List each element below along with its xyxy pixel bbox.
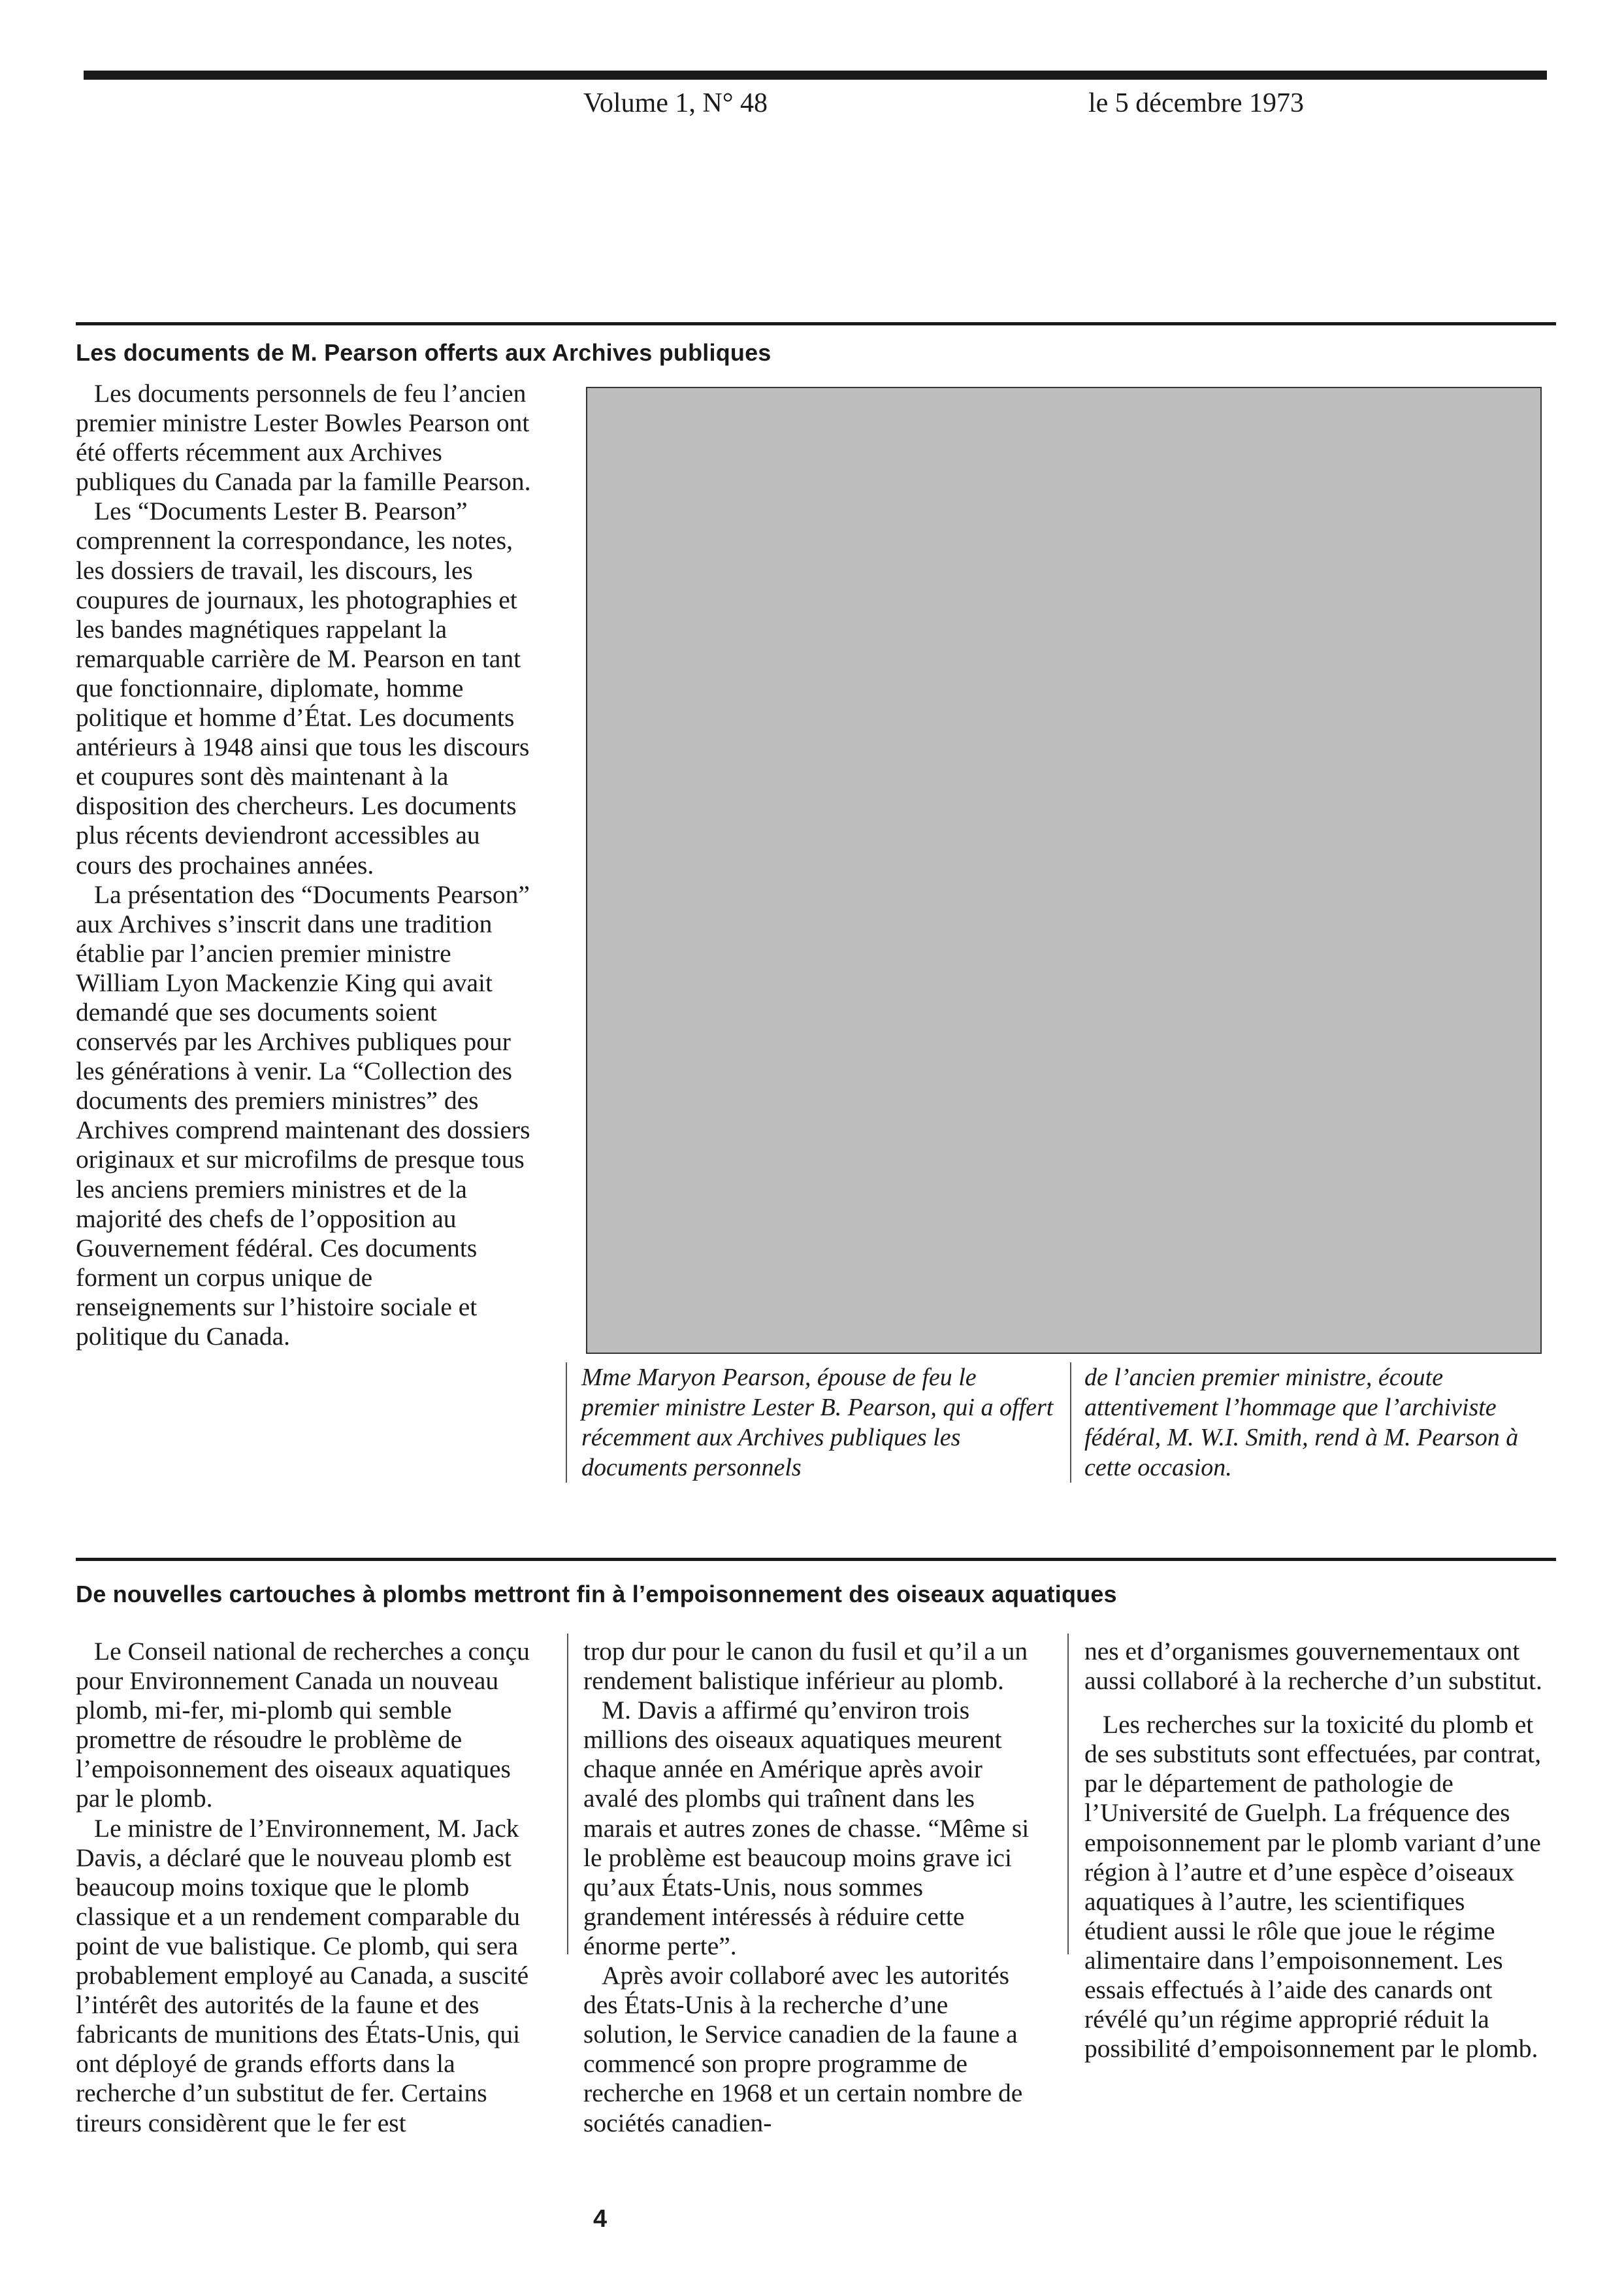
article2-paragraph: M. Davis a affirmé qu’environ trois millions des oiseaux aquatiques meurent chaque année en Amérique après avoir avalé des plombs qui traînent dans les marais et autres zones de chasse. “Même si le problème est beaucoup moins grave ici qu’aux États-Unis, nous sommes grandement intéressés à réduire cette énorme perte”. (583, 1696, 1030, 1960)
column-separator (567, 1634, 568, 1954)
article1-paragraph: Les documents personnels de feu l’ancien premier ministre Lester Bowles Pearson ont été offerts récemment aux Archives publiques du Canada par la famille Pearson. (76, 379, 531, 497)
article2-column-2 (583, 1637, 1043, 2138)
article2-paragraph: Après avoir collaboré avec les autorités des États-Unis à la recherche d’une solution, le Service canadien de la faune a commencé son propre programme de recherche en 1968 et un certain nombre de sociétés canadien- (583, 1961, 1023, 2137)
article1-body (76, 379, 535, 1351)
article1-paragraph: La présentation des “Documents Pearson” aux Archives s’inscrit dans une tradition établie par l’ancien premier ministre William Lyon Mackenzie King qui avait demandé que ses documents soient conservés par les Archives publiques pour les générations à venir. La “Collection des documents des premiers ministres” des Archives comprend maintenant des dossiers originaux et sur microfilms de presque tous les anciens premiers ministres et de la majorité des chefs de l’opposition au Gouvernement fédéral. Ces documents forment un corpus unique de renseignements sur l’histoire sociale et politique du Canada. (76, 879, 530, 1351)
photo-caption-right: de l’ancien premier ministre, écoute attentivement l’hommage que l’archiviste fédéral, M. W.I. Smith, rend à M. Pearson à cette occasion. (1084, 1364, 1519, 1481)
article2-paragraph: Le ministre de l’Environnement, M. Jack Davis, a déclaré que le nouveau plomb est beaucoup moins toxique que le plomb classique et a un rendement comparable du point de vue balistique. Ce plomb, qui sera probablement employé au Canada, a suscité l’intérêt des autorités de la faune et des fabricants de munitions des États-Unis, qui ont déployé de grands efforts dans la recherche d’un substitut de fer. Certains tireurs considèrent que le fer est (76, 1813, 529, 2137)
article2-column-1 (76, 1637, 542, 2138)
article2-title: De nouvelles cartouches à plombs mettront fin à l’empoisonnement des oiseaux aquatiques (76, 1581, 1117, 1607)
pearson-archives-photo (586, 387, 1542, 1354)
article2-paragraph: Le Conseil national de recherches a conçu pour Environnement Canada un nouveau plomb, mi-fer, mi-plomb qui semble promettre de résoudre le problème de l’empoisonnement des oiseaux aquatiques par le plomb. (76, 1637, 530, 1813)
article1-paragraph: Les “Documents Lester B. Pearson” comprennent la correspondance, les notes, les dossiers de travail, les discours, les coupures de journaux, les photographies et les bandes magnétiques rappelant la remarquable carrière de M. Pearson en tant que fonctionnaire, diplomate, homme politique et homme d’État. Les documents antérieurs à 1948 ainsi que tous les discours et coupures sont dès maintenant à la disposition des chercheurs. Les documents plus récents deviendront accessibles au cours des prochaines années. (76, 497, 530, 879)
article1-title: Les documents de M. Pearson offerts aux Archives publiques (76, 339, 771, 366)
article2-paragraph: nes et d’organismes gouvernementaux ont aussi collaboré à la recherche d’un substitut. (1084, 1637, 1542, 1696)
page-number: 4 (593, 2205, 608, 2233)
caption-separator (1070, 1362, 1071, 1483)
article1-rule (76, 322, 1556, 325)
photo-caption-left: Mme Maryon Pearson, épouse de feu le premier ministre Lester B. Pearson, qui a offert récemment aux Archives publiques les documents personnels (581, 1364, 1054, 1481)
issue-date: le 5 décembre 1973 (1088, 88, 1305, 118)
article2-paragraph: trop dur pour le canon du fusil et qu’il a un rendement balistique inférieur au plomb. (583, 1637, 1028, 1696)
article2-rule (76, 1558, 1556, 1561)
article2-column-3 (1084, 1637, 1546, 2063)
article2-paragraph: Les recherches sur la toxicité du plomb et de ses substituts sont effectuées, par contrat, par le département de pathologie de l’Université de Guelph. La fréquence des empoisonnement par le plomb variant d’une région à l’autre et d’une espèce d’oiseaux aquatiques à l’autre, les scientifiques étudient aussi le rôle que joue le régime alimentaire dans l’empoisonnement. Les essais effectués à l’aide des canards ont révélé qu’un régime approprié réduit la possibilité d’empoisonnement par le plomb. (1084, 1710, 1542, 2063)
volume-number: Volume 1, N° 48 (583, 88, 768, 118)
top-rule (84, 71, 1547, 80)
column-separator (1067, 1634, 1069, 1954)
caption-separator (566, 1362, 567, 1483)
